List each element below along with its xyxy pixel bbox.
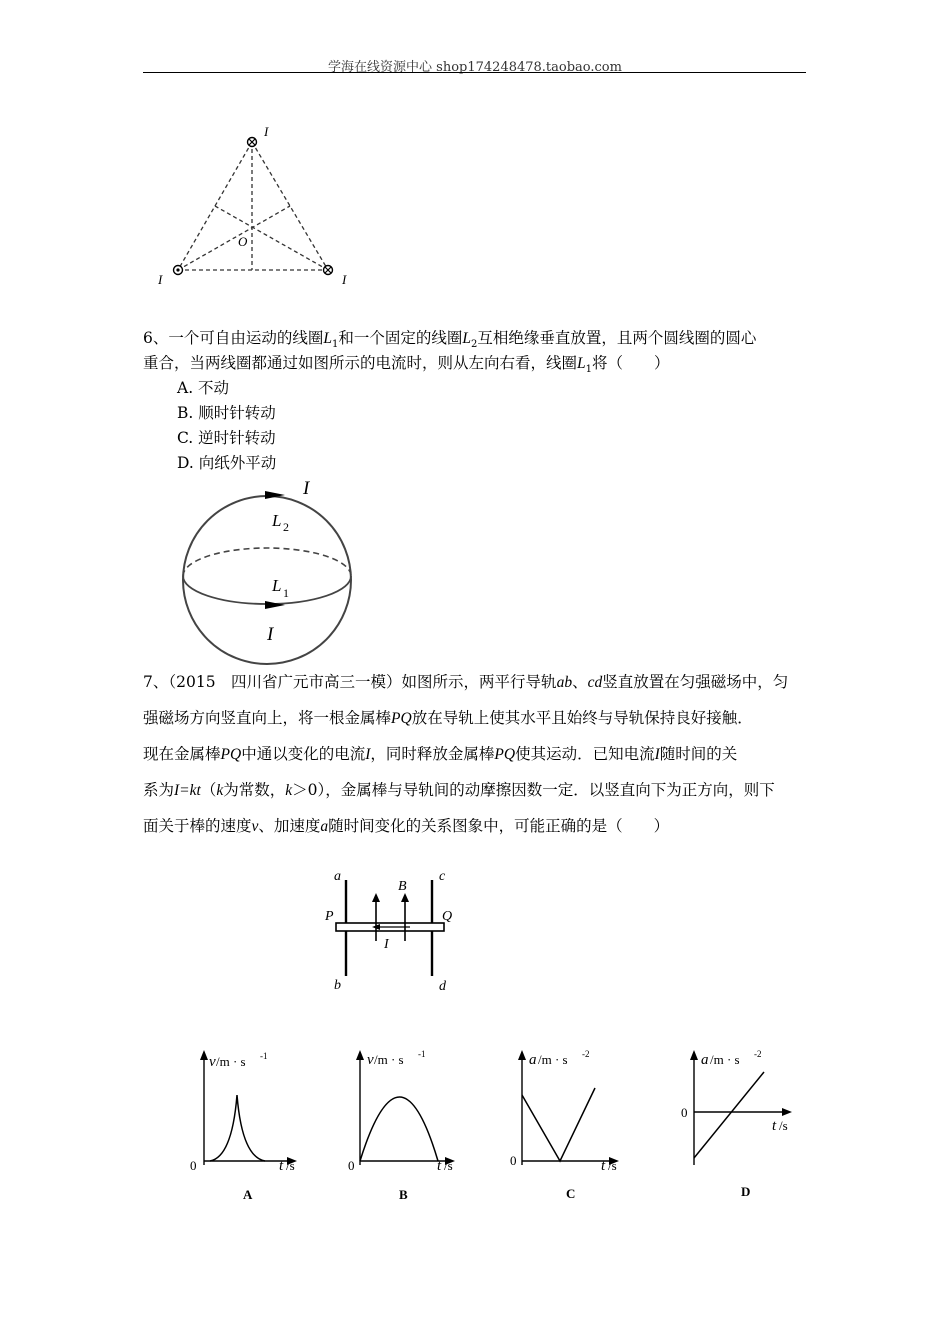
graph-b-ylabel-unit: /m · s xyxy=(374,1052,404,1067)
question-6-line1: 6、一个可自由运动的线圈$L_1$和一个固定的线圈$L_2$互相绝缘垂直放置，且两个圆线圈的圆心 xyxy=(143,329,757,351)
label-Q: Q xyxy=(442,909,453,924)
label-a: a xyxy=(334,869,341,884)
graph-b xyxy=(338,1040,488,1210)
graph-c-ylabel-unit: /m · s xyxy=(538,1052,568,1067)
question-7-line4: 系为I=kt（k为常数，k＞0），金属棒与导轨间的动摩擦因数一定．以竖直向下为正方向，则下 xyxy=(143,781,775,799)
label-I-top: I xyxy=(303,478,310,499)
option-b: B. 顺时针转动 xyxy=(177,404,276,422)
question-7-line3: 现在金属棒PQ中通以变化的电流I，同时释放金属棒PQ使其运动．已知电流I随时间的关 xyxy=(143,745,738,763)
graph-c-xunit: /s xyxy=(608,1158,617,1173)
graph-d-origin: 0 xyxy=(681,1105,688,1120)
graph-c-ylabel-var: a xyxy=(529,1052,537,1068)
graph-d-label: D xyxy=(741,1184,751,1199)
graph-d-ylabel-unit: /m · s xyxy=(710,1052,740,1067)
graph-b-origin: 0 xyxy=(348,1158,355,1173)
triangle-current-figure xyxy=(150,118,370,293)
label-d: d xyxy=(439,979,446,994)
graph-a-ylabel-var: v xyxy=(209,1054,216,1070)
graph-c-label: C xyxy=(566,1186,576,1201)
graph-a-origin: 0 xyxy=(190,1158,197,1173)
label-right-I: I xyxy=(342,272,347,287)
option-c: C. 逆时针转动 xyxy=(177,429,276,447)
label-top-I: I xyxy=(264,124,269,139)
arrow-L1 xyxy=(265,601,285,609)
graph-c-ylabel-exp: -2 xyxy=(582,1049,590,1059)
graph-b-ylabel-var: v xyxy=(367,1052,374,1068)
option-a: A. 不动 xyxy=(177,379,230,397)
graph-a xyxy=(180,1040,330,1210)
graph-c-xlabel: t xyxy=(601,1158,606,1174)
two-coils-figure xyxy=(170,476,370,671)
field-arrow-icon xyxy=(372,893,380,902)
question-7-line5: 面关于棒的速度v、加速度a随时间变化的关系图象中，可能正确的是（ ） xyxy=(143,817,670,835)
label-I: I xyxy=(384,937,389,952)
rail-rod-figure xyxy=(320,862,470,1000)
graph-a-curve xyxy=(210,1095,265,1161)
current-into-page-icon xyxy=(248,138,257,147)
graph-b-xunit: /s xyxy=(444,1158,453,1173)
graph-d-ylabel-var: a xyxy=(701,1052,709,1068)
header-rule xyxy=(143,72,806,73)
current-into-page-icon-right xyxy=(324,266,333,275)
graph-a-label: A xyxy=(243,1187,253,1202)
current-out-of-page-icon xyxy=(174,266,183,275)
option-d: D. 向纸外平动 xyxy=(177,454,277,472)
graph-b-curve xyxy=(360,1097,438,1161)
graph-a-ylabel-exp: -1 xyxy=(260,1051,268,1061)
label-P: P xyxy=(325,909,334,924)
label-b: b xyxy=(334,978,341,993)
label-left-I: I xyxy=(158,272,163,287)
label-center-O: O xyxy=(238,234,248,249)
page-header: 学海在线资源中心 shop174248478.taobao.com xyxy=(328,60,622,75)
question-6-line2: 重合，当两线圈都通过如图所示的电流时，则从左向右看，线圈$L_1$将（ ） xyxy=(143,354,670,376)
question-7-line1: 7、（2015 四川省广元市高三一模）如图所示，两平行导轨ab、cd竖直放置在匀强磁场中，匀 xyxy=(143,673,789,691)
graph-d-xlabel: t xyxy=(772,1118,777,1134)
question-7-line2: 强磁场方向竖直向上，将一根金属棒PQ放在导轨上使其水平且始终与导轨保持良好接触． xyxy=(143,709,753,727)
graph-d xyxy=(672,1040,822,1210)
label-L1-sub: 1 xyxy=(283,586,289,600)
graph-b-label: B xyxy=(399,1187,408,1202)
graph-d-curve xyxy=(694,1072,764,1158)
graph-d-xunit: /s xyxy=(779,1118,788,1133)
graph-a-ylabel-unit: /m · s xyxy=(216,1054,246,1069)
label-L2-sub: 2 xyxy=(283,520,289,534)
graph-a-xlabel: t xyxy=(279,1158,284,1174)
graph-c-curve xyxy=(522,1088,595,1161)
graph-d-ylabel-exp: -2 xyxy=(754,1049,762,1059)
graph-b-ylabel-exp: -1 xyxy=(418,1049,426,1059)
graph-a-xunit: /s xyxy=(286,1158,295,1173)
graph-c-origin: 0 xyxy=(510,1153,517,1168)
label-L2: L xyxy=(272,511,282,530)
label-B: B xyxy=(398,879,407,894)
graph-b-xlabel: t xyxy=(437,1158,442,1174)
label-L1: L xyxy=(272,576,282,595)
label-I-bottom: I xyxy=(267,624,274,645)
graph-c xyxy=(500,1040,650,1210)
field-arrow-icon-2 xyxy=(401,893,409,902)
label-c: c xyxy=(439,869,446,884)
